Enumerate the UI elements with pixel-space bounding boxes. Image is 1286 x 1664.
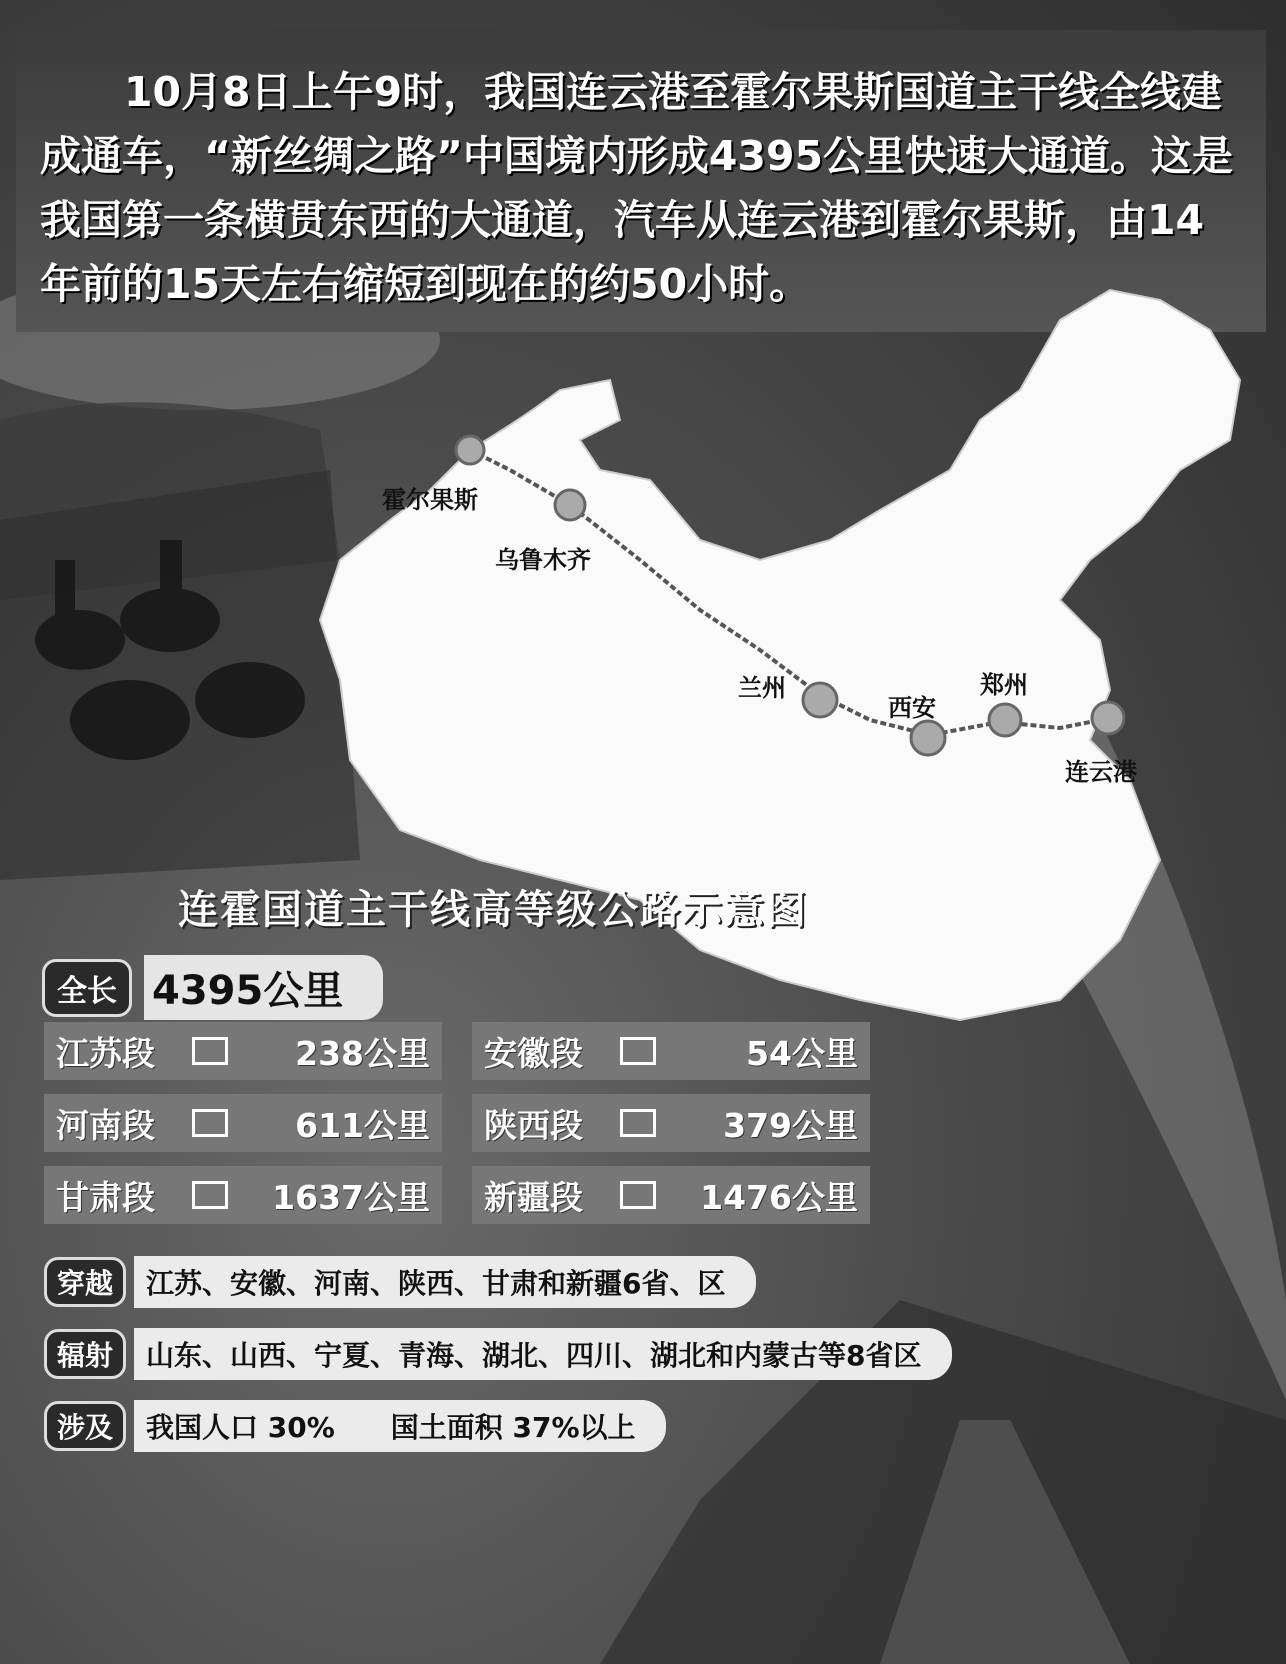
total-label: 全长 — [42, 959, 132, 1017]
city-label-lanzhou: 兰州 — [738, 674, 786, 702]
segment-name: 新疆段 — [484, 1177, 583, 1217]
segment-xinjiang — [472, 1166, 870, 1224]
segment-length: 54公里 — [746, 1033, 858, 1073]
covers-row — [44, 1400, 666, 1452]
segment-swatch — [620, 1181, 656, 1209]
segment-shaanxi — [472, 1094, 870, 1152]
segment-length: 379公里 — [723, 1105, 858, 1145]
marker-urumqi — [555, 490, 585, 520]
covers-text: 我国人口 30% 国土面积 37%以上 — [134, 1400, 666, 1452]
segment-name: 江苏段 — [56, 1033, 155, 1073]
radiates-text: 山东、山西、宁夏、青海、湖北、四川、湖北和内蒙古等8省区 — [134, 1328, 952, 1380]
segment-length: 611公里 — [295, 1105, 430, 1145]
intro-paragraph: 10月8日上午9时，我国连云港至霍尔果斯国道主干线全线建成通车，“新丝绸之路”中国境内形成4395公里快速大通道。这是我国第一条横贯东西的大通道，汽车从连云港到霍尔果斯，由14年前的15天左右缩短到现在的约50小时。 — [16, 30, 1266, 332]
marker-lianyungang — [1092, 702, 1124, 734]
segment-swatch — [192, 1181, 228, 1209]
radiates-row — [44, 1328, 952, 1380]
segment-gansu — [44, 1166, 442, 1224]
city-label-horgos: 霍尔果斯 — [382, 486, 478, 514]
segment-name: 安徽段 — [484, 1033, 583, 1073]
segment-swatch — [620, 1109, 656, 1137]
segment-length: 1637公里 — [272, 1177, 430, 1217]
segment-swatch — [192, 1037, 228, 1065]
segment-grid — [44, 1022, 870, 1224]
segment-name: 甘肃段 — [56, 1177, 155, 1217]
passes-row — [44, 1256, 756, 1308]
radiates-label: 辐射 — [44, 1329, 126, 1379]
segment-swatch — [620, 1037, 656, 1065]
segment-name: 陕西段 — [484, 1105, 583, 1145]
passes-text: 江苏、安徽、河南、陕西、甘肃和新疆6省、区 — [134, 1256, 756, 1308]
segment-jiangsu — [44, 1022, 442, 1080]
city-label-xian: 西安 — [888, 694, 936, 722]
marker-lanzhou — [803, 683, 837, 717]
segment-length: 1476公里 — [700, 1177, 858, 1217]
segment-swatch — [192, 1109, 228, 1137]
segment-length: 238公里 — [295, 1033, 430, 1073]
passes-label: 穿越 — [44, 1257, 126, 1307]
total-value: 4395公里 — [144, 955, 383, 1020]
map-title: 连霍国道主干线高等级公路示意图 — [178, 887, 808, 933]
city-label-urumqi: 乌鲁木齐 — [495, 546, 591, 574]
segment-henan — [44, 1094, 442, 1152]
city-label-zhengzhou: 郑州 — [980, 671, 1028, 699]
covers-label: 涉及 — [44, 1401, 126, 1451]
marker-zhengzhou — [989, 704, 1021, 736]
marker-xian — [911, 721, 945, 755]
city-label-lianyungang: 连云港 — [1065, 758, 1137, 786]
segment-anhui — [472, 1022, 870, 1080]
marker-horgos — [456, 436, 484, 464]
segment-name: 河南段 — [56, 1105, 155, 1145]
total-length-row — [42, 955, 383, 1020]
